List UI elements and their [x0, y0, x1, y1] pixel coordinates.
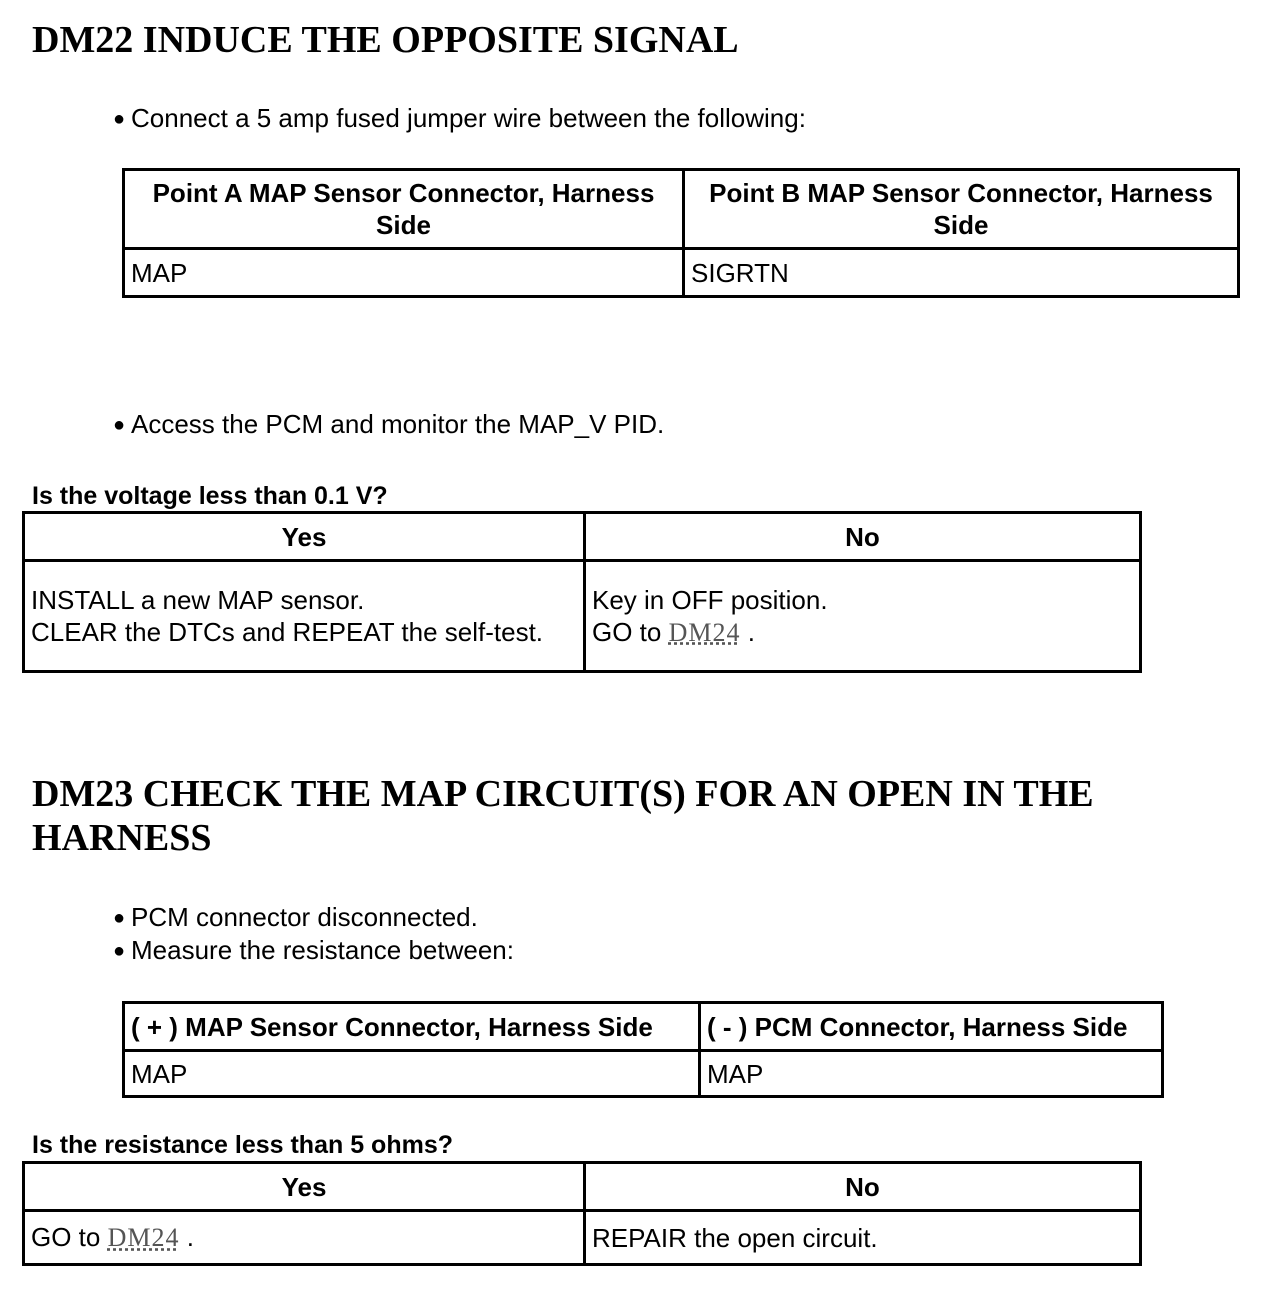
bullet-icon: ●: [113, 907, 126, 929]
table-header-map-sensor: ( + ) MAP Sensor Connector, Harness Side: [124, 1003, 700, 1051]
goto-suffix: .: [747, 616, 755, 647]
table-header-point-b: Point B MAP Sensor Connector, Harness Side: [684, 170, 1239, 249]
table-header-point-a: Point A MAP Sensor Connector, Harness Side: [124, 170, 684, 249]
table-header-pcm: ( - ) PCM Connector, Harness Side: [700, 1003, 1163, 1051]
bullet-text: Access the PCM and monitor the MAP_V PID.: [131, 409, 665, 439]
dm22-title: DM22 INDUCE THE OPPOSITE SIGNAL: [32, 19, 739, 61]
answer-header-yes: Yes: [24, 1163, 585, 1211]
table-cell-map-sensor: MAP: [124, 1051, 700, 1097]
answer-no-goto: [592, 616, 1133, 649]
dm23-question: Is the resistance less than 5 ohms?: [32, 1131, 453, 1159]
bullet-icon: ●: [113, 108, 126, 130]
answer-cell-yes: [24, 1211, 585, 1265]
answer-yes-line1: INSTALL a new MAP sensor.: [31, 585, 365, 615]
bullet-text: Connect a 5 amp fused jumper wire between the following:: [131, 103, 806, 133]
dm22-question: Is the voltage less than 0.1 V?: [32, 482, 388, 510]
answer-yes-line2: CLEAR the DTCs and REPEAT the self-test.: [31, 617, 544, 647]
table-cell-point-a: MAP: [124, 249, 684, 297]
bullet-text: Measure the resistance between:: [131, 935, 514, 965]
table-cell-point-b: SIGRTN: [684, 249, 1239, 297]
answer-cell-no: REPAIR the open circuit.: [585, 1211, 1141, 1265]
dm24-link[interactable]: DM24: [668, 617, 741, 647]
answer-cell-yes: [24, 561, 585, 672]
table-cell-pcm: MAP: [700, 1051, 1163, 1097]
dm23-bullet-measure: [113, 934, 514, 968]
dm22-answer-table: [22, 511, 1142, 673]
answer-cell-no: [585, 561, 1141, 672]
dm23-answer-table: [22, 1161, 1142, 1266]
answer-header-no: No: [585, 513, 1141, 561]
dm24-link[interactable]: DM24: [107, 1223, 180, 1252]
bullet-text: PCM connector disconnected.: [131, 902, 478, 932]
goto-prefix: GO to: [31, 1222, 101, 1252]
dm22-jumper-table: [122, 168, 1240, 298]
dm23-resistance-table: [122, 1001, 1164, 1098]
dm23-bullet-pcm: [113, 901, 478, 935]
dm23-title: DM23 CHECK THE MAP CIRCUIT(S) FOR AN OPEN IN THE HARNESS: [32, 773, 1094, 859]
dm22-bullet-monitor: [113, 408, 664, 442]
bullet-icon: ●: [113, 414, 126, 436]
answer-header-no: No: [585, 1163, 1141, 1211]
answer-header-yes: Yes: [24, 513, 585, 561]
dm22-bullet-jumper: [113, 102, 806, 136]
bullet-icon: ●: [113, 940, 126, 962]
goto-prefix: GO to: [592, 616, 662, 647]
goto-suffix: .: [186, 1222, 194, 1252]
answer-no-line1: Key in OFF position.: [592, 584, 828, 615]
